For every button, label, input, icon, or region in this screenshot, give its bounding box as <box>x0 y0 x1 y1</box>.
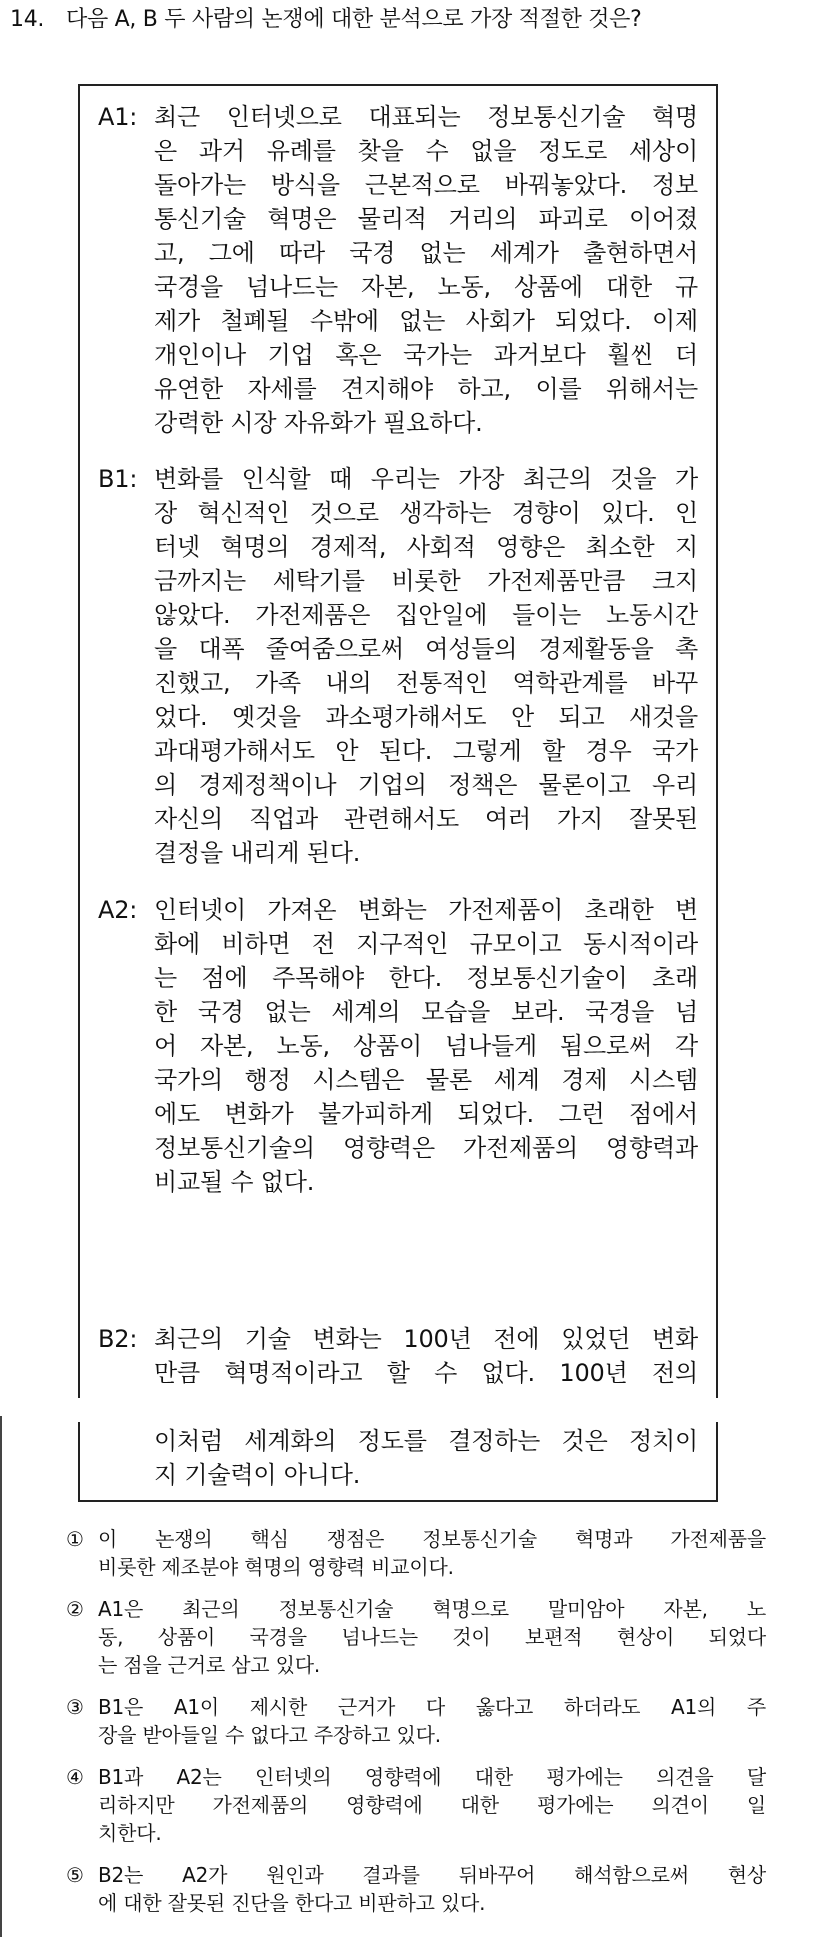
choice-line: 는 점을 근거로 삼고 있다. <box>98 1653 320 1677</box>
speaker-label: A1: <box>98 103 138 131</box>
choice-line: 이 논쟁의 핵심 쟁점은 정보통신기술 혁명과 가전제품을 <box>98 1527 766 1551</box>
column-divider <box>0 1416 2 1937</box>
passage-body <box>154 100 698 440</box>
passage-line: 을 대폭 줄여줌으로써 여성들의 경제활동을 촉 <box>154 635 698 663</box>
passage-line: 터넷 혁명의 경제적, 사회적 영향은 최소한 지 <box>154 533 698 561</box>
passage-a1 <box>98 100 698 440</box>
passage-line: 제가 철폐될 수밖에 없는 사회가 되었다. 이제 <box>154 307 698 335</box>
passage-line: 유연한 자세를 견지해야 하고, 이를 위해서는 <box>154 375 698 403</box>
passage-line: 과대평가해서도 안 된다. 그렇게 할 경우 국가 <box>154 737 698 765</box>
passage-line: 은 과거 유례를 찾을 수 없을 정도로 세상이 <box>154 137 698 165</box>
passage-line: 않았다. 가전제품은 집안일에 들이는 노동시간 <box>154 601 698 629</box>
passage-body <box>154 1322 698 1390</box>
passage-line: 이처럼 세계화의 정도를 결정하는 것은 정치이 <box>154 1427 698 1455</box>
passage-line: 변화를 인식할 때 우리는 가장 최근의 것을 가 <box>154 465 698 493</box>
passage-line: 돌아가는 방식을 근본적으로 바꿔놓았다. 정보 <box>154 171 698 199</box>
passage-line: 국가의 행정 시스템은 물론 세계 경제 시스템 <box>154 1066 698 1094</box>
passage-line: 고, 그에 따라 국경 없는 세계가 출현하면서 <box>154 239 698 267</box>
passage-line: 어 자본, 노동, 상품이 넘나들게 됨으로써 각 <box>154 1032 698 1060</box>
passage-line: 한 국경 없는 세계의 모습을 보라. 국경을 넘 <box>154 998 698 1026</box>
choice-line: B1은 A1이 제시한 근거가 다 옳다고 하더라도 A1의 주 <box>98 1695 766 1719</box>
passage-b2-continued <box>98 1424 698 1492</box>
choice-3[interactable] <box>66 1693 766 1749</box>
passage-line: 화에 비하면 전 지구적인 규모이고 동시적이라 <box>154 930 698 958</box>
passage-line: 결정을 내리게 된다. <box>154 839 361 867</box>
choice-line: B2는 A2가 원인과 결과를 뒤바꾸어 해석함으로써 현상 <box>98 1863 766 1887</box>
choice-line: 비롯한 제조분야 혁명의 영향력 비교이다. <box>98 1555 454 1579</box>
passage-b1 <box>98 462 698 870</box>
question-text: 다음 A, B 두 사람의 논쟁에 대한 분석으로 가장 적절한 것은? <box>66 7 642 32</box>
passage-line: 개인이나 기업 혹은 국가는 과거보다 훨씬 더 <box>154 341 698 369</box>
choice-line: 치한다. <box>98 1821 162 1845</box>
choice-1[interactable] <box>66 1525 766 1581</box>
passage-line: 장 혁신적인 것으로 생각하는 경향이 있다. 인 <box>154 499 698 527</box>
choice-line: 동, 상품이 국경을 넘나드는 것이 보편적 현상이 되었다 <box>98 1625 766 1649</box>
passage-b2 <box>98 1322 698 1390</box>
choice-4[interactable] <box>66 1763 766 1847</box>
choice-line: 리하지만 가전제품의 영향력에 대한 평가에는 의견이 일 <box>98 1793 766 1817</box>
passage-line: 었다. 옛것을 과소평가해서도 안 되고 새것을 <box>154 703 698 731</box>
passage-body <box>154 462 698 870</box>
choice-line: B1과 A2는 인터넷의 영향력에 대한 평가에는 의견을 달 <box>98 1765 766 1789</box>
passage-line: 국경을 넘나드는 자본, 노동, 상품에 대한 규 <box>154 273 698 301</box>
passage-line: 정보통신기술의 영향력은 가전제품의 영향력과 <box>154 1134 698 1162</box>
passage-line: 는 점에 주목해야 한다. 정보통신기술이 초래 <box>154 964 698 992</box>
passage-line: 통신기술 혁명은 물리적 거리의 파괴로 이어졌 <box>154 205 698 233</box>
passage-line: 만큼 혁명적이라고 할 수 없다. 100년 전의 <box>154 1359 698 1387</box>
choice-5[interactable] <box>66 1861 766 1917</box>
passage-a2 <box>98 893 698 1199</box>
choice-line: 에 대한 잘못된 진단을 한다고 비판하고 있다. <box>98 1891 486 1915</box>
choice-line: 장을 받아들일 수 없다고 주장하고 있다. <box>98 1723 441 1747</box>
passage-line: 최근의 기술 변화는 100년 전에 있었던 변화 <box>154 1325 698 1353</box>
column-break <box>0 1398 826 1422</box>
choice-marker: ② <box>66 1597 84 1621</box>
passage-line: 금까지는 세탁기를 비롯한 가전제품만큼 크지 <box>154 567 698 595</box>
passage-line: 지 기술력이 아니다. <box>154 1461 361 1489</box>
speaker-label: B2: <box>98 1325 138 1353</box>
passage-line: 비교될 수 없다. <box>154 1168 315 1196</box>
speaker-label: A2: <box>98 896 138 924</box>
choice-2[interactable] <box>66 1595 766 1679</box>
passage-body <box>154 1424 698 1492</box>
choice-marker: ⑤ <box>66 1863 84 1887</box>
question-number: 14. <box>10 7 45 32</box>
speaker-label: B1: <box>98 465 138 493</box>
passage-line: 진했고, 가족 내의 전통적인 역학관계를 바꾸 <box>154 669 698 697</box>
passage-line: 인터넷이 가져온 변화는 가전제품이 초래한 변 <box>154 896 698 924</box>
answer-choices <box>66 1525 766 1931</box>
passage-line: 강력한 시장 자유화가 필요하다. <box>154 409 483 437</box>
passage-line: 최근 인터넷으로 대표되는 정보통신기술 혁명 <box>154 103 698 131</box>
choice-marker: ④ <box>66 1765 84 1789</box>
passage-body <box>154 893 698 1199</box>
choice-line: A1은 최근의 정보통신기술 혁명으로 말미암아 자본, 노 <box>98 1597 766 1621</box>
passage-line: 의 경제정책이나 기업의 정책은 물론이고 우리 <box>154 771 698 799</box>
passage-line: 에도 변화가 불가피하게 되었다. 그런 점에서 <box>154 1100 698 1128</box>
choice-marker: ① <box>66 1527 84 1551</box>
passage-line: 자신의 직업과 관련해서도 여러 가지 잘못된 <box>154 805 698 833</box>
choice-marker: ③ <box>66 1695 84 1719</box>
